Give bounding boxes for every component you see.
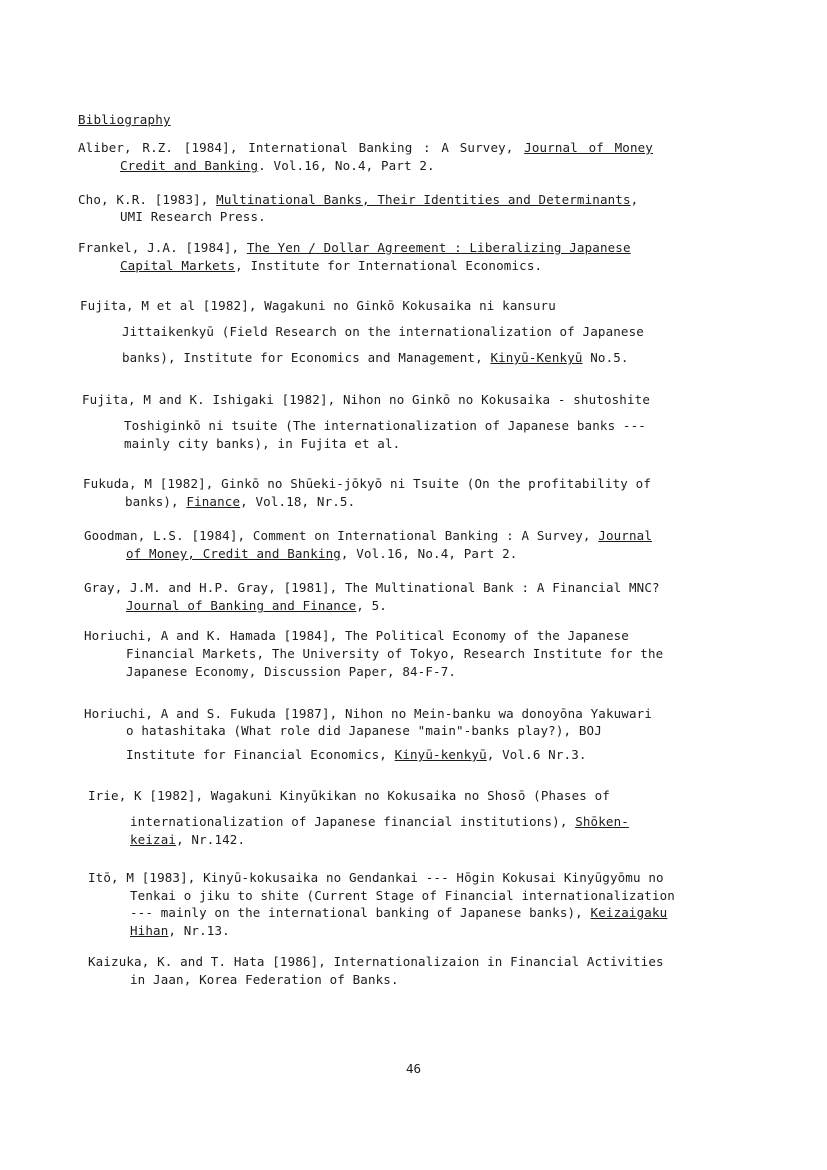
entry-text: Goodman, L.S. [1984], Comment on International Banking : A Survey, [84, 528, 599, 543]
journal-title: keizai [130, 832, 177, 847]
entry-text: --- mainly on the international banking of Japanese banks), [130, 905, 591, 920]
entry-text: , 5. [356, 598, 387, 613]
entry-text: banks), [125, 494, 187, 509]
entry-text: Jittaikenkyū (Field Research on the internationalization of Japanese [122, 324, 644, 339]
bib-entry-aliber [78, 140, 728, 200]
journal-title: Journal of Money [524, 140, 653, 155]
entry-text: Horiuchi, A and K. Hamada [1984], The Political Economy of the Japanese [84, 628, 629, 643]
entry-text: o hatashitaka (What role did Japanese "main"-banks play?), BOJ [126, 723, 602, 738]
book-title: Multinational Banks, Their Identities and Determinants [216, 192, 631, 207]
page-number: 46 [406, 1061, 422, 1076]
journal-title: Keizaigaku [590, 905, 668, 920]
entry-text: . Vol.16, No.4, Part 2. [258, 158, 435, 173]
bib-entry-horiuchi-2 [84, 706, 734, 781]
entry-text: Aliber, R.Z. [1984], International Banking : A Survey, [78, 140, 525, 155]
entry-text: Financial Markets, The University of Tokyo, Research Institute for the [126, 646, 664, 661]
bib-entry-ito [88, 870, 738, 960]
entry-text: mainly city banks), in Fujita et al. [124, 436, 401, 451]
journal-title: Journal [598, 528, 653, 543]
entry-text: , Vol.18, Nr.5. [240, 494, 356, 509]
bib-entry-horiuchi-1 [84, 628, 734, 703]
journal-title: Kinyū-kenkyū [394, 747, 487, 762]
entry-text: , Vol.16, No.4, Part 2. [340, 546, 518, 561]
book-title: The Yen / Dollar Agreement : Liberalizing Japanese [246, 240, 631, 255]
bib-entry-fukuda [83, 476, 733, 536]
entry-text: Irie, K [1982], Wagakuni Kinyūkikan no Kokusaika no Shosō (Phases of [88, 788, 610, 803]
entry-text: Fujita, M et al [1982], Wagakuni no Ginkō Kokusaika ni kansuru [80, 298, 556, 313]
book-title: Capital Markets [120, 258, 236, 273]
entry-text: Fukuda, M [1982], Ginkō no Shūeki-jōkyō ni Tsuite (On the profitability of [83, 476, 651, 491]
entry-text: Frankel, J.A. [1984], [78, 240, 247, 255]
entry-text: No.5. [582, 350, 629, 365]
bib-entry-fujita-1 [80, 298, 730, 373]
journal-title: Finance [186, 494, 241, 509]
bib-entry-irie [88, 788, 738, 863]
entry-text: , Nr.142. [176, 832, 246, 847]
entry-text: Japanese Economy, Discussion Paper, 84-F-7. [126, 664, 457, 679]
entry-text: internationalization of Japanese financial institutions), [130, 814, 576, 829]
bib-entry-goodman [84, 528, 734, 588]
entry-text: Kaizuka, K. and T. Hata [1986], Internationalizaion in Financial Activities [88, 954, 664, 969]
entry-text: in Jaan, Korea Federation of Banks. [130, 972, 399, 987]
journal-title: Journal of Banking and Finance [126, 598, 357, 613]
entry-text: Itō, M [1983], Kinyū-kokusaika no Gendankai --- Hōgin Kokusai Kinyūgyōmu no [88, 870, 664, 885]
journal-title: Hihan [130, 923, 169, 938]
entry-text: , Nr.13. [168, 923, 230, 938]
entry-text: Horiuchi, A and S. Fukuda [1987], Nihon no Mein-banku wa donoyōna Yakuwari [84, 706, 652, 721]
entry-text: , [630, 192, 639, 207]
entry-text: banks), Institute for Economics and Management, [122, 350, 491, 365]
journal-title: of Money, Credit and Banking [126, 546, 341, 561]
entry-text: Institute for Financial Economics, [126, 747, 395, 762]
bib-entry-kaizuka [88, 954, 738, 1014]
bib-entry-fujita-2 [82, 392, 732, 467]
bibliography-heading: Bibliography [78, 112, 171, 127]
entry-text: Tenkai o jiku to shite (Current Stage of Financial internationalization [130, 888, 675, 903]
entry-text: Toshiginkō ni tsuite (The internationalization of Japanese banks --- [124, 418, 646, 433]
entry-text: UMI Research Press. [120, 209, 266, 224]
journal-title: Kinyū-Kenkyū [490, 350, 583, 365]
entry-text: Fujita, M and K. Ishigaki [1982], Nihon no Ginkō no Kokusaika - shutoshite [82, 392, 650, 407]
journal-title: Credit and Banking [120, 158, 259, 173]
entry-text: Cho, K.R. [1983], [78, 192, 217, 207]
journal-title: Shōken- [575, 814, 629, 829]
entry-text: , Institute for International Economics. [235, 258, 543, 273]
entry-text: , Vol.6 Nr.3. [486, 747, 587, 762]
bib-entry-frankel [78, 240, 728, 300]
entry-text: Gray, J.M. and H.P. Gray, [1981], The Multinational Bank : A Financial MNC? [84, 580, 660, 595]
